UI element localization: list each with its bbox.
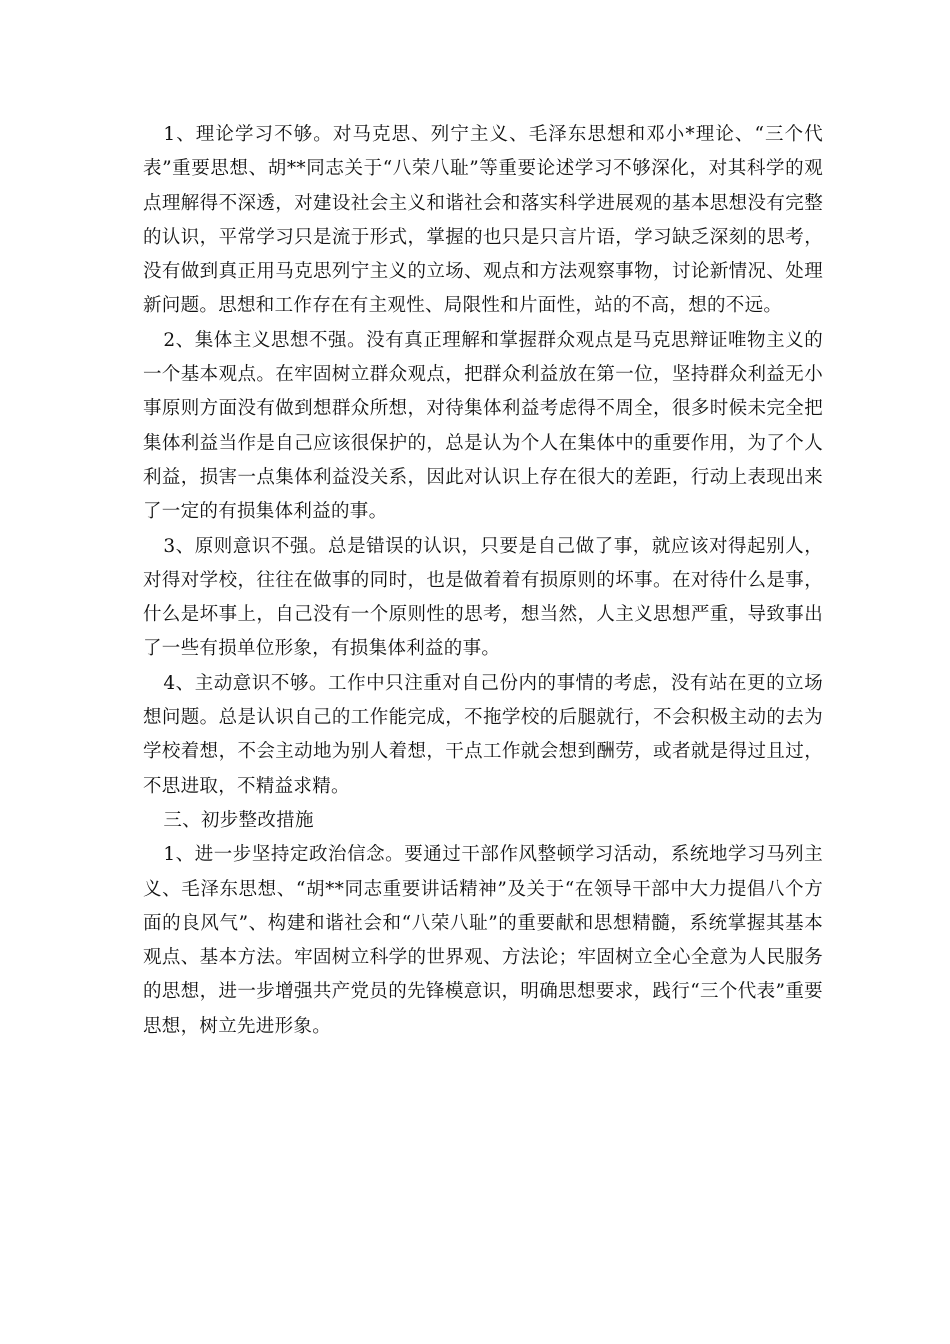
paragraph-political-belief: 1、进一步坚持定政治信念。要通过干部作风整顿学习活动，系统地学习马列主义、毛泽东思想、“胡**同志重要讲话精神”及关于“在领导干部中大力提倡八个方面的良风气”、构建和谐社会和“八荣八耻”的重要献和思想精髓，系统掌握其基本观点、基本方法。牢固树立科学的世界观、方法论；牢固树立全心全意为人民服务的思想，进一步增强共产党员的先锋模意识，明确思想要求，践行“三个代表”重要思想，树立先进形象。 <box>143 844 823 1037</box>
paragraph-collectivism: 2、集体主义思想不强。没有真正理解和掌握群众观点是马克思辩证唯物主义的一个基本观点。在牢固树立群众观点，把群众利益放在第一位，坚持群众利益无小事原则方面没有做到想群众所想，对待集体利益考虑得不周全，很多时候未完全把集体利益当作是自己应该很保护的，总是认为个人在集体中的重要作用，为了个人利益，损害一点集体利益没关系，因此对认识上存在很大的差距，行动上表现出来了一定的有损集体利益的事。 <box>143 329 823 523</box>
document-body <box>143 118 823 1044</box>
paragraph-theory-study: 1、理论学习不够。对马克思、列宁主义、毛泽东思想和邓小*理论、“三个代表”重要思想、胡**同志关于“八荣八耻”等重要论述学习不够深化，对其科学的观点理解得不深透，对建设社会主义和谐社会和落实科学进展观的基本思想没有完整的认识，平常学习只是流于形式，掌握的也只是只言片语，学习缺乏深刻的思考，没有做到真正用马克思列宁主义的立场、观点和方法观察事物，讨论新情况、处理新问题。思想和工作存在有主观性、局限性和片面性，站的不高，想的不远。 <box>143 124 823 317</box>
paragraph-principle-awareness: 3、原则意识不强。总是错误的认识，只要是自己做了事，就应该对得起别人，对得对学校，往往在做事的同时，也是做着着有损原则的坏事。在对待什么是事，什么是坏事上，自己没有一个原则性的思考，想当然，人主义思想严重，导致事出了一些有损单位形象，有损集体利益的事。 <box>143 535 823 660</box>
paragraph-initiative-awareness: 4、主动意识不够。工作中只注重对自己份内的事情的考虑，没有站在更的立场想问题。总是认识自己的工作能完成，不拖学校的后腿就行，不会积极主动的去为学校着想，不会主动地为别人着想，干点工作就会想到酬劳，或者就是得过且过，不思进取，不精益求精。 <box>143 672 823 797</box>
section-heading-rectification: 三、初步整改措施 <box>163 809 314 831</box>
